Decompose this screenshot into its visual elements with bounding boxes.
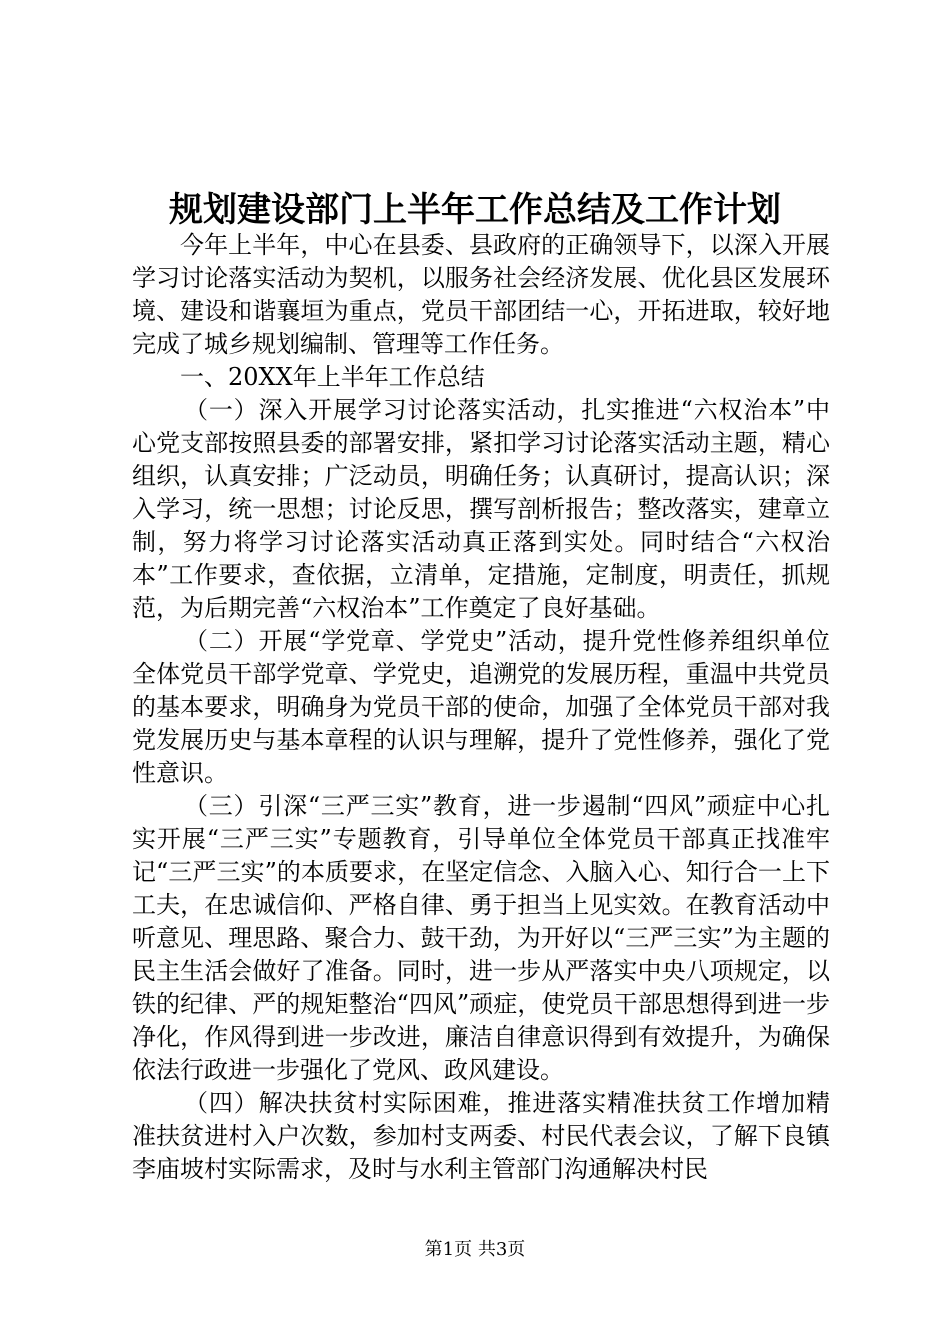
document-body — [132, 229, 830, 1186]
intro-paragraph: 今年上半年，中心在县委、县政府的正确领导下，以深入开展学习讨论落实活动为契机，以服务社会经济发展、优化县区发展环境、建设和谐襄垣为重点，党员干部团结一心，开拓进取，较好地完成了城乡规划编制、管理等工作任务。 — [132, 231, 830, 358]
section-heading: 一、20XX年上半年工作总结 — [180, 363, 485, 391]
document-title: 规划建设部门上半年工作总结及工作计划 — [169, 190, 781, 230]
item-paragraph-3: （三）引深“三严三实”教育，进一步遏制“四风”顽症中心扎实开展“三严三实”专题教育，引导单位全体党员干部真正找准牢记“三严三实”的本质要求，在坚定信念、入脑入心、知行合一上下工夫，在忠诚信仰、严格自律、勇于担当上见实效。在教育活动中听意见、理思路、聚合力、鼓干劲，为开好以“三严三实”为主题的民主生活会做好了准备。同时，进一步从严落实中央八项规定，以铁的纪律、严的规矩整治“四风”顽症，使党员干部思想得到进一步净化，作风得到进一步改进，廉洁自律意识得到有效提升，为确保依法行政进一步强化了党风、政风建设。 — [132, 792, 830, 1084]
item-paragraph-4: （四）解决扶贫村实际困难，推进落实精准扶贫工作增加精准扶贫进村入户次数，参加村支两委、村民代表会议，了解下良镇李庙坡村实际需求，及时与水利主管部门沟通解决村民 — [132, 1089, 830, 1183]
item-paragraph-1: （一）深入开展学习讨论落实活动，扎实推进“六权治本”中心党支部按照县委的部署安排，紧扣学习讨论落实活动主题，精心组织，认真安排；广泛动员，明确任务；认真研讨，提高认识；深入学习，统一思想；讨论反思，撰写剖析报告；整改落实，建章立制，努力将学习讨论落实活动真正落到实处。同时结合“六权治本”工作要求，查依据，立清单，定措施，定制度，明责任，抓规范，为后期完善“六权治本”工作奠定了良好基础。 — [132, 396, 830, 622]
item-paragraph-2: （二）开展“学党章、学党史”活动，提升党性修养组织单位全体党员干部学党章、学党史，追溯党的发展历程，重温中共党员的基本要求，明确身为党员干部的使命，加强了全体党员干部对我党发展历史与基本章程的认识与理解，提升了党性修养，强化了党性意识。 — [132, 627, 830, 787]
page-footer: 第1页 共3页 — [424, 1239, 526, 1260]
